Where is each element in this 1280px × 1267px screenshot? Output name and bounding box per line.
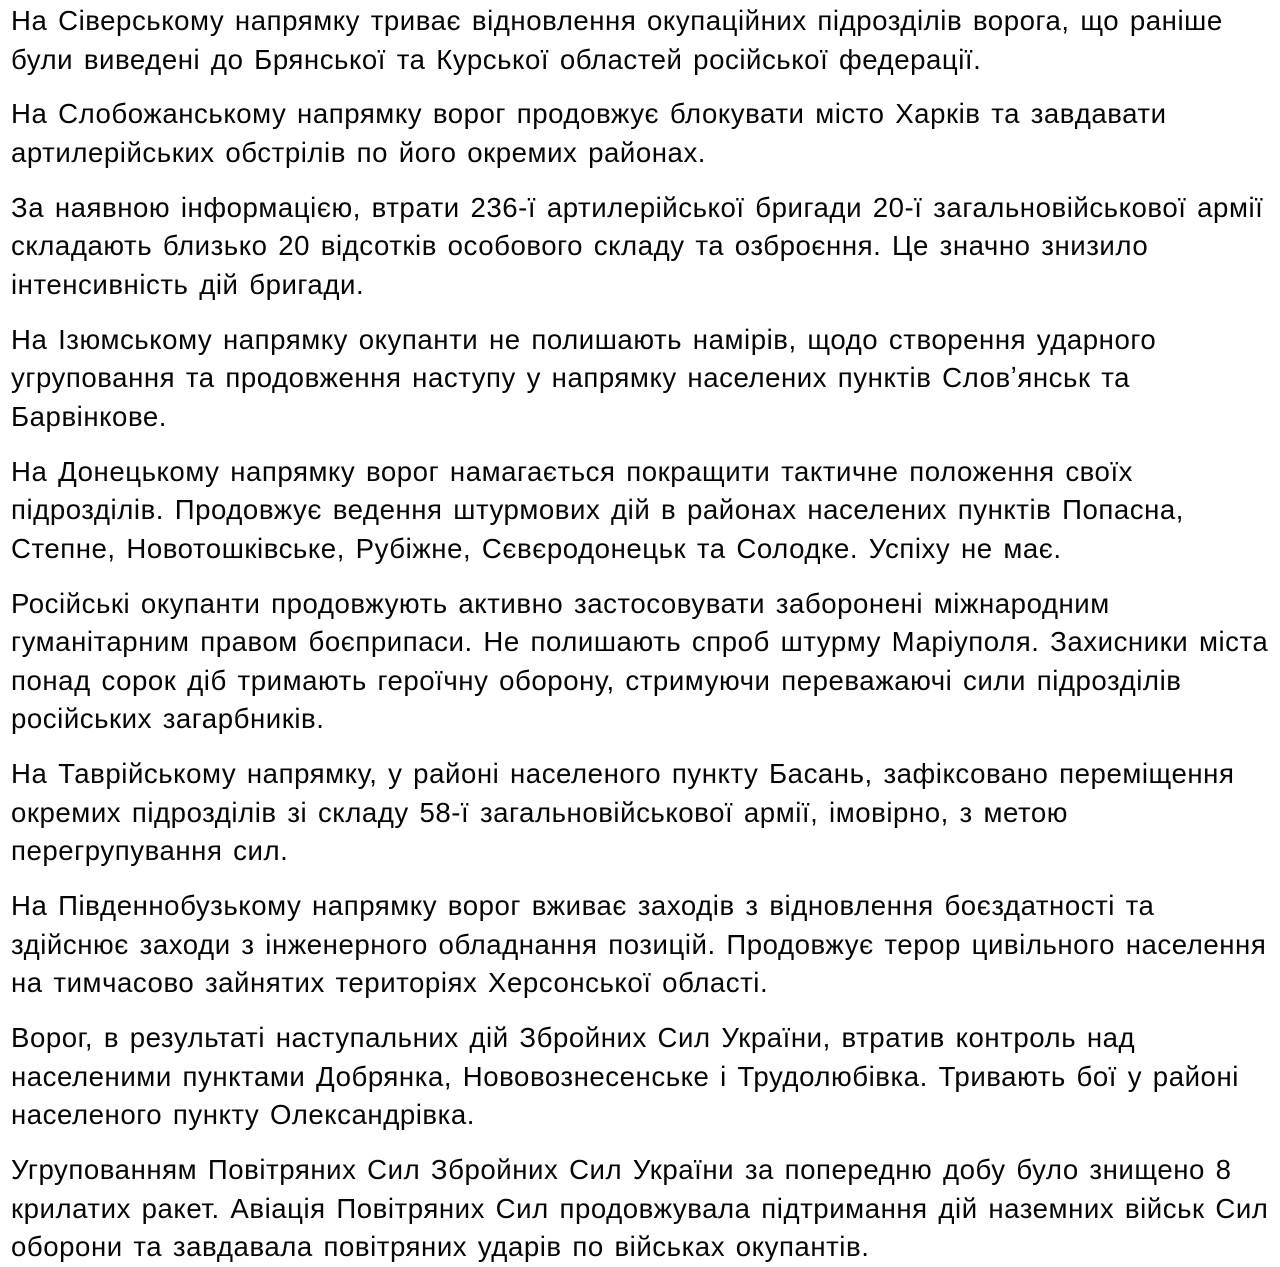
paragraph-siverskyi-direction: На Сіверському напрямку триває відновлення окупаційних підрозділів ворога, що раніше були виведені до Брянської та Курської областей російської федерації.: [11, 5, 1223, 75]
paragraph-mariupol-defense: Російські окупанти продовжують активно застосовувати заборонені міжнародним гуманітарним правом боєприпаси. Не полишають спроб штурму Маріуполя. Захисники міста понад сорок діб тримають героїчну оборону, стримуючи переважаючі сили підрозділів російських загарбників.: [11, 587, 1269, 735]
paragraph-tavriiskyi-direction: На Таврійському напрямку, у районі населеного пункту Басань, зафіксовано переміщення окремих підрозділів зі складу 58-ї загальновійськової армії, імовірно, з метою перегрупування сил.: [11, 758, 1235, 867]
paragraph-artillery-brigade-losses: За наявною інформацією, втрати 236-ї артилерійської бригади 20-ї загальновійськової армії складають близько 20 відсотків особового складу та озброєння. Це значно знизило інтенсивність дій бригади.: [11, 191, 1264, 300]
paragraph-pivdennobuzkyi-direction: На Південнобузькому напрямку ворог вживає заходів з відновлення боєздатності та здійснює заходи з інженерного обладнання позицій. Продовжує терор цивільного населення на тимчасово зайнятих територіях Херсонської області.: [11, 890, 1267, 999]
post-text: [0, 2, 1280, 1267]
paragraph-slobozhanskyi-direction: На Слобожанському напрямку ворог продовжує блокувати місто Харків та завдавати артилерійських обстрілів по його окремих районах.: [11, 98, 1167, 168]
paragraph-iziumskyi-direction: На Ізюмському напрямку окупанти не полишають намірів, щодо створення ударного угруповання та продовження наступу у напрямку населених пунктів Словʼянськ та Барвінкове.: [11, 323, 1157, 432]
paragraph-liberated-settlements: Ворог, в результаті наступальних дій Збройних Сил України, втратив контроль над населеними пунктами Добрянка, Нововознесенське і Трудолюбівка. Тривають бої у районі населеного пункту Олександрівка.: [11, 1022, 1239, 1131]
paragraph-air-force: Угрупованням Повітряних Сил Збройних Сил України за попередню добу було знищено 8 крилатих ракет. Авіація Повітряних Сил продовжувала підтримання дій наземних військ Сил оборони та завдавала повітряних ударів по військах окупантів.: [11, 1154, 1269, 1263]
paragraph-donetskyi-direction: На Донецькому напрямку ворог намагається покращити тактичне положення своїх підрозділів. Продовжує ведення штурмових дій в районах населених пунктів Попасна, Степне, Новотошківське, Рубіжне, Сєвєродонецьк та Солодке. Успіху не має.: [11, 455, 1185, 564]
